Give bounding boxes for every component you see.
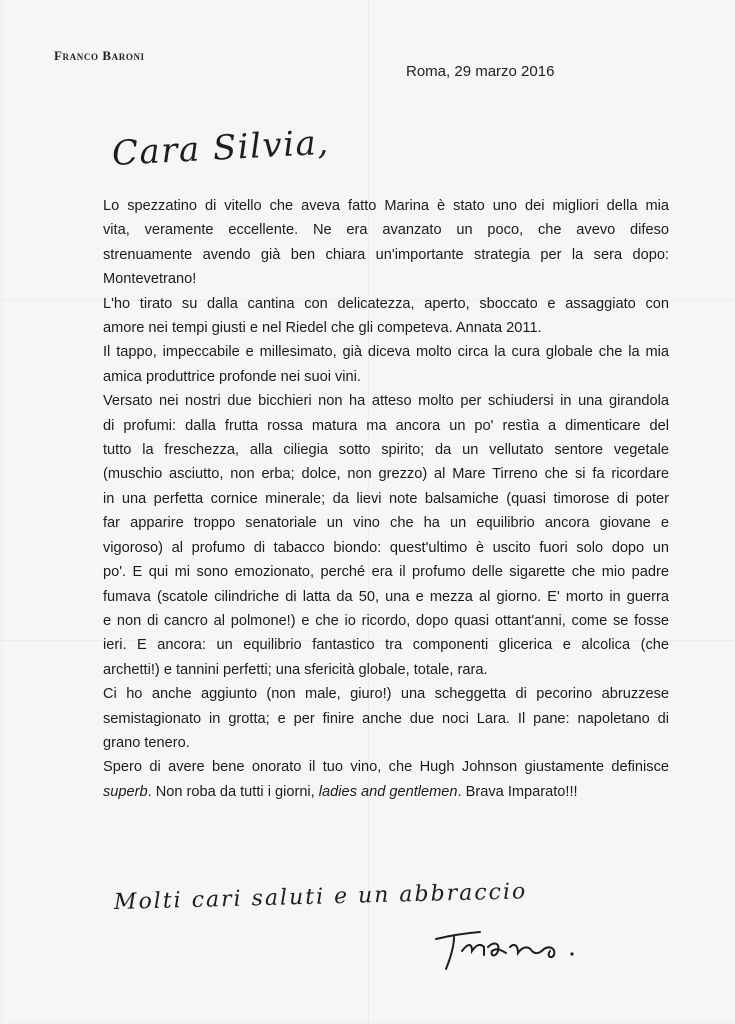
paragraph: [103, 194, 669, 292]
text-run: . Brava Imparato!!!: [457, 783, 578, 800]
text-line: far apparire troppo senatoriale un vino che ha un equilibrio ancora giovane e: [103, 515, 669, 532]
text-line: Lo spezzatino di vitello che aveva fatto Marina è stato uno dei migliori della mia: [103, 198, 669, 214]
italic-phrase: ladies and gentlemen: [318, 783, 458, 800]
text-line: ieri. E ancora: un equilibrio fantastico tra componenti glicerica e alcolica (che: [103, 637, 669, 654]
text-line: archetti!) e tannini perfetti; una sfericità globale, totale, rara.: [103, 661, 488, 678]
italic-word: superb: [103, 783, 148, 800]
paragraph: [103, 340, 669, 389]
paragraph: [103, 755, 669, 804]
place-and-date: Roma, 29 marzo 2016: [406, 63, 555, 80]
letterhead-name: Franco Baroni: [54, 48, 145, 63]
text-line: amica produttrice profonde nei suoi vini.: [103, 368, 361, 385]
text-line: Ci ho anche aggiunto (non male, giuro!) una scheggetta di pecorino abruzzese: [103, 686, 669, 703]
text-line: L'ho tirato su dalla cantina con delicatezza, aperto, sboccato e assaggiato con: [103, 295, 669, 312]
handwritten-signature: [432, 917, 592, 973]
text-line: Versato nei nostri due bicchieri non ha atteso molto per schiudersi in una girandola: [103, 393, 669, 410]
text-line: di profumi: dalla frutta rossa matura ma ancora un po' restìa a dimenticare del: [103, 417, 669, 434]
handwritten-closing: Molti cari saluti e un abbraccio: [113, 879, 528, 915]
paragraph: [103, 292, 669, 341]
text-run: . Non roba da tutti i giorni,: [147, 783, 319, 800]
paragraph: [103, 389, 669, 682]
text-line: e non di cancro al polmone!) e che io ricordo, dopo quasi ottant'anni, come se fosse: [103, 612, 669, 629]
paragraph: [103, 682, 669, 755]
text-line: (muschio asciutto, non erba; dolce, non grezzo) al Mare Tirreno che si fa ricordare: [103, 466, 669, 483]
text-line: strenuamente avendo già ben chiara un'importante strategia per la sera dopo:: [103, 246, 669, 263]
text-line: po'. E qui mi sono emozionato, perché era il profumo delle sigarette che mio padre: [103, 564, 669, 581]
text-line: vigoroso) al profumo di tabacco biondo: quest'ultimo è uscito fuori solo dopo un: [103, 539, 669, 556]
text-line: amore nei tempi giusti e nel Riedel che gli competeva. Annata 2011.: [103, 320, 542, 337]
text-line: Spero di avere bene onorato il tuo vino, che Hugh Johnson giustamente definisce: [103, 759, 669, 776]
text-line: tutto la freschezza, alla ciliegia sotto spirito; da un vellutato sentore vegetale: [103, 442, 669, 459]
text-line: Montevetrano!: [103, 271, 197, 288]
text-line: fumava (scatole cilindriche di latta da 50, una e mezza al giorno. E' morto in guerra: [103, 588, 669, 605]
text-line: vita, veramente eccellente. Ne era avanzato un poco, che avevo difeso: [103, 222, 669, 239]
text-line: grano tenero.: [103, 734, 190, 751]
letter-body: [103, 194, 669, 804]
text-line: [103, 780, 669, 804]
text-line: semistagionato in grotta; e per finire anche due noci Lara. Il pane: napoletano di: [103, 710, 669, 727]
handwritten-salutation: Cara Silvia,: [110, 122, 331, 174]
text-line: in una perfetta cornice minerale; da lievi note balsamiche (quasi timorose di poter: [103, 490, 669, 507]
text-line: Il tappo, impeccabile e millesimato, già diceva molto circa la cura globale che la mia: [103, 344, 669, 361]
